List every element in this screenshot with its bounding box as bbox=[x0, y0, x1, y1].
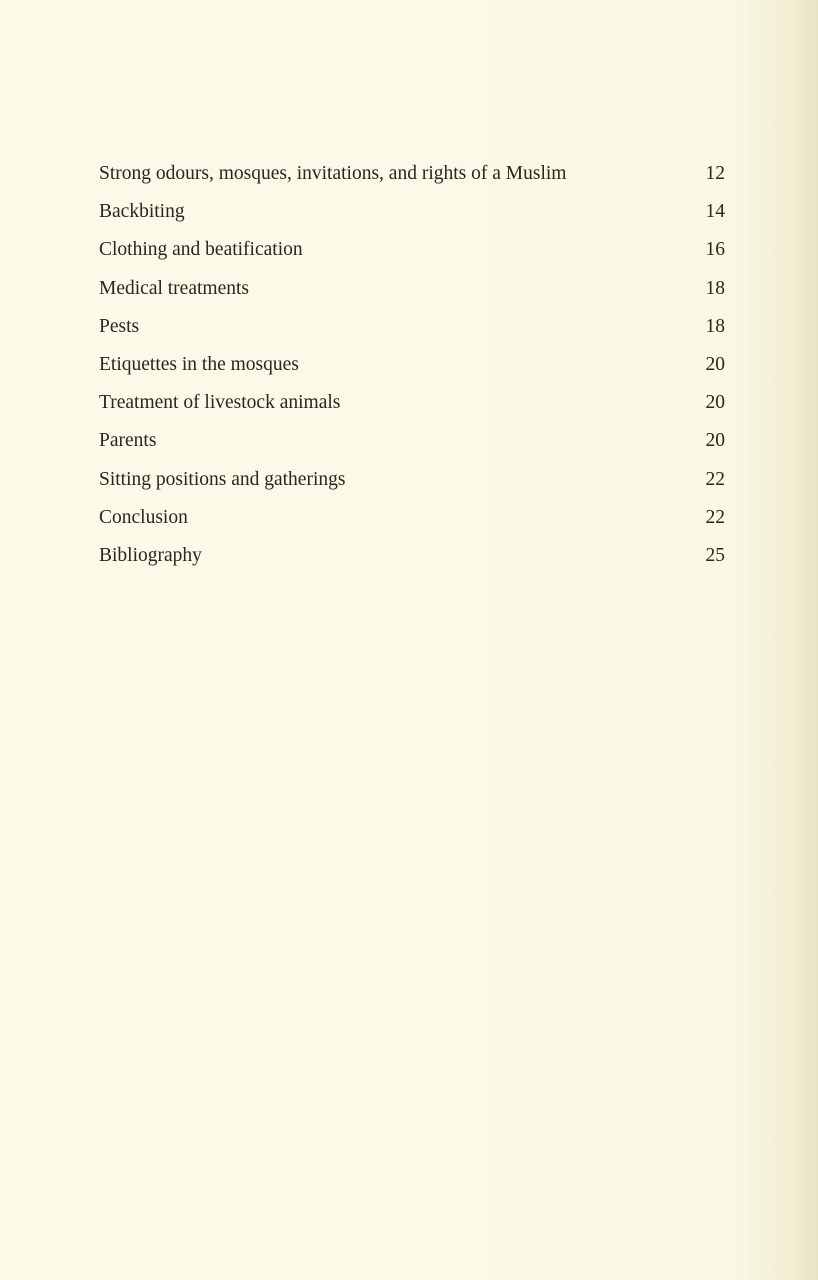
toc-entry-page-number: 20 bbox=[705, 353, 725, 375]
toc-entry bbox=[99, 461, 725, 499]
toc-entry bbox=[99, 346, 725, 384]
toc-entry bbox=[99, 499, 725, 537]
toc-entry bbox=[99, 422, 725, 460]
toc-entry bbox=[99, 193, 725, 231]
toc-entry-page-number: 12 bbox=[705, 163, 725, 184]
toc-entry-page-number: 20 bbox=[705, 392, 725, 414]
toc-entry-title: Treatment of livestock animals bbox=[99, 392, 341, 414]
toc-entry-title: Sitting positions and gatherings bbox=[99, 468, 346, 490]
toc-entry-title: Strong odours, mosques, invitations, and rights of a Muslim bbox=[99, 163, 567, 184]
toc-entry-page-number: 18 bbox=[705, 277, 725, 299]
toc-entry-title: Etiquettes in the mosques bbox=[99, 353, 299, 375]
toc-entry-page-number: 22 bbox=[705, 468, 725, 490]
toc-entry-page-number: 22 bbox=[705, 506, 725, 528]
toc-entry bbox=[99, 384, 725, 422]
table-of-contents bbox=[99, 155, 725, 575]
toc-entry-title: Bibliography bbox=[99, 544, 202, 566]
toc-entry-title: Conclusion bbox=[99, 506, 188, 528]
toc-entry-title: Medical treatments bbox=[99, 277, 249, 299]
toc-entry-title: Backbiting bbox=[99, 201, 185, 223]
toc-entry bbox=[99, 155, 725, 193]
toc-entry-page-number: 14 bbox=[705, 201, 725, 223]
toc-entry-page-number: 25 bbox=[705, 544, 725, 566]
toc-entry-title: Pests bbox=[99, 315, 140, 337]
toc-entry-title: Clothing and beatification bbox=[99, 239, 303, 261]
toc-entry bbox=[99, 231, 725, 269]
toc-entry bbox=[99, 270, 725, 308]
toc-entry-page-number: 18 bbox=[705, 315, 725, 337]
toc-entry-title: Parents bbox=[99, 430, 157, 452]
toc-entry bbox=[99, 308, 725, 346]
toc-entry-page-number: 16 bbox=[705, 239, 725, 261]
toc-entry-page-number: 20 bbox=[705, 430, 725, 452]
toc-entry bbox=[99, 537, 725, 575]
